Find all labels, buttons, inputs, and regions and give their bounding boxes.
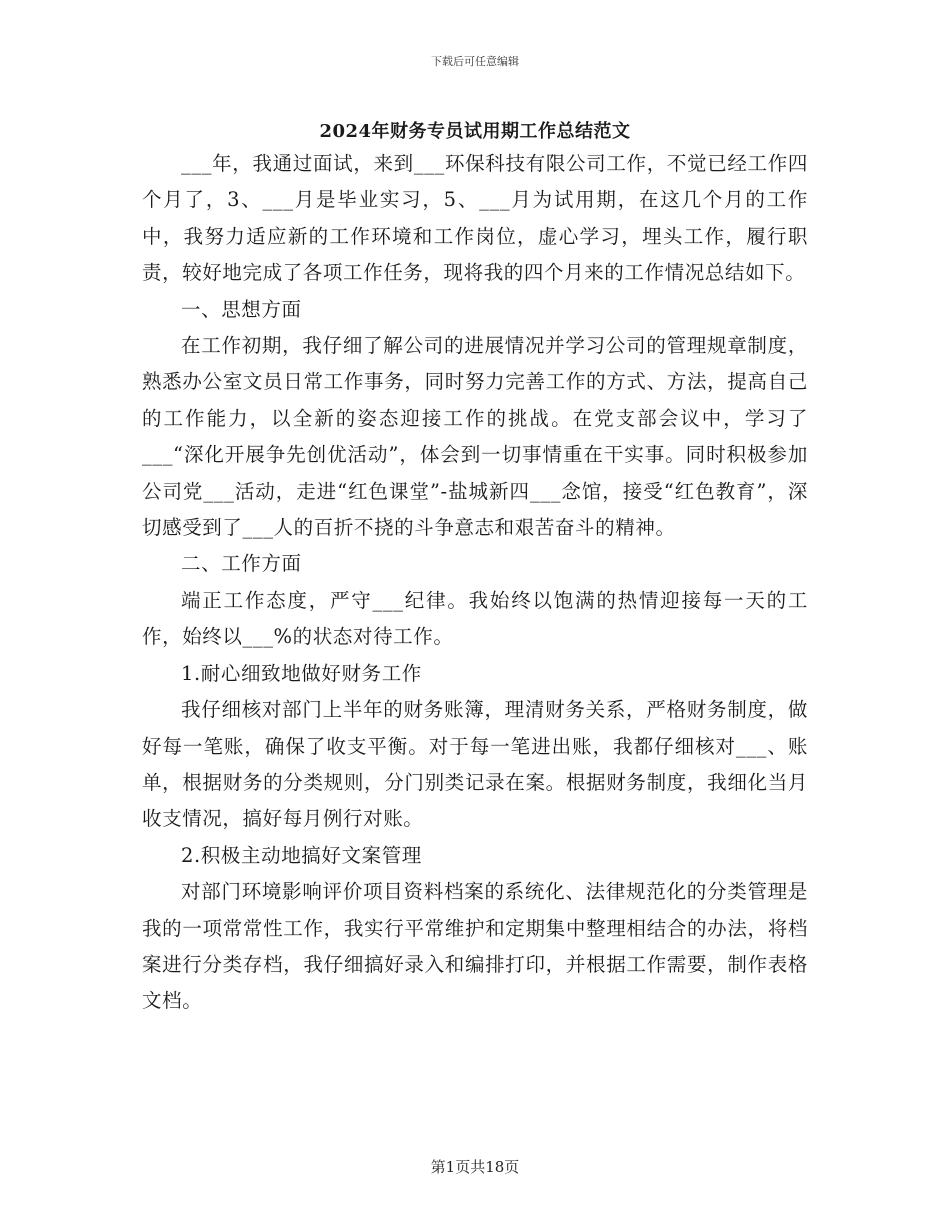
finance-paragraph: 我仔细核对部门上半年的财务账簿，理清财务关系，严格财务制度，做好每一笔账，确保了收支平衡。对于每一笔进出账，我都仔细核对___、账单，根据财务的分类规则，分门别类记录在案。根据财务制度，我细化当月收支情况，搞好每月例行对账。: [142, 698, 808, 831]
subheading-finance: 1.耐心细致地做好财务工作: [181, 661, 422, 685]
section-heading-thought: 一、思想方面: [181, 297, 302, 321]
page-footer: 第1页共18页: [430, 1158, 520, 1176]
thought-paragraph: 在工作初期，我仔细了解公司的进展情况并学习公司的管理规章制度，熟悉办公室文员日常工作事务，同时努力完善工作的方式、方法，提高自己的工作能力，以全新的姿态迎接工作的挑战。在党支部会议中，学习了___“深化开展争先创优活动”，体会到一切事情重在干实事。同时积极参加公司党___活动，走进“红色课堂”-盐城新四___念馆，接受“红色教育”，深切感受到了___人的百折不挠的斗争意志和艰苦奋斗的精神。: [142, 334, 808, 540]
archives-paragraph: 对部门环境影响评价项目资料档案的系统化、法律规范化的分类管理是我的一项常常性工作，我实行平常维护和定期集中整理相结合的办法，将档案进行分类存档，我仔细搞好录入和编排打印，并根据工作需要，制作表格文档。: [142, 880, 808, 1013]
document-body: [142, 146, 808, 1020]
intro-paragraph: ___年，我通过面试，来到___环保科技有限公司工作，不觉已经工作四个月了，3、___月是毕业实习，5、___月为试用期，在这几个月的工作中，我努力适应新的工作环境和工作岗位，虚心学习，埋头工作，履行职责，较好地完成了各项工作任务，现将我的四个月来的工作情况总结如下。: [142, 152, 808, 285]
subheading-archives: 2.积极主动地搞好文案管理: [181, 843, 422, 867]
document-title: 2024年财务专员试用期工作总结范文: [319, 121, 631, 142]
header-note: 下载后可任意编辑: [431, 55, 519, 68]
section-heading-work: 二、工作方面: [181, 552, 302, 576]
work-paragraph: 端正工作态度，严守___纪律。我始终以饱满的热情迎接每一天的工作，始终以___%的状态对待工作。: [142, 588, 808, 649]
